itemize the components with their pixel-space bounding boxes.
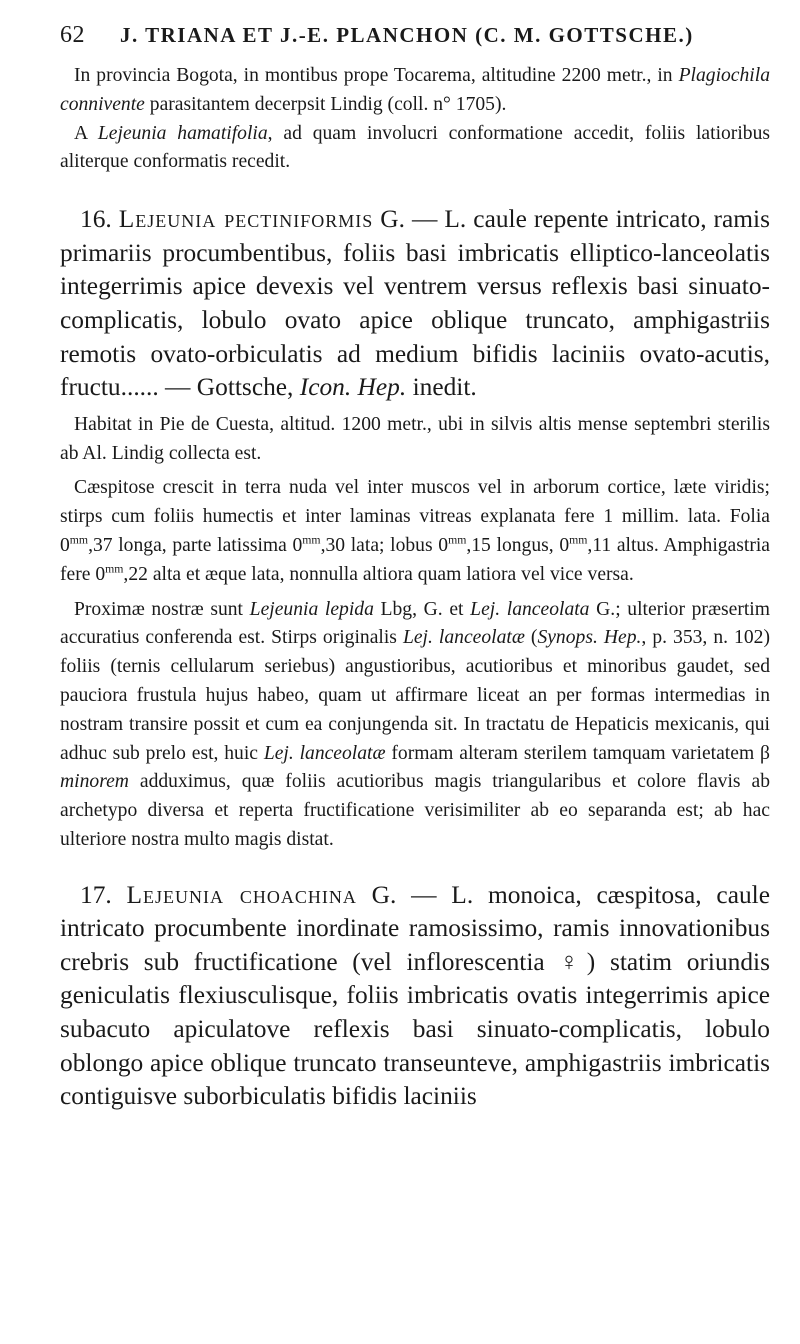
intro-locality-paragraph: In provincia Bogota, in montibus prope Tocarema, altitudine 2200 metr., in Plagiochila connivente parasitantem decerpsit Lindig (coll. n° 1705).	[60, 65, 770, 115]
species-name: Lejeunia pectiniformis	[118, 205, 374, 234]
species-16-affinities: Proximæ nostræ sunt Lejeunia lepida Lbg, G. et Lej. lanceolata G.; ulterior præsertim accuratius conferenda est. Stirps originalis Lej. lanceolatæ (Synops. Hep., p. 353, n. 102) foliis (ternis cellularum seriebus) angustioribus, acutioribus et minoribus gaudet, sed pauciora frustula hujus habeo, quam ut affirmare liceat an per formas intermedias in nostram transire possit et cum ea conjungenda sit. In tractatu de Hepaticis mexicanis, qui adhuc sub prelo est, huic Lej. lanceolatæ formam alteram sterilem tamquam varietatem β minorem adduximus, quæ foliis acutioribus magis triangularibus et colore flavis ab archetypo diversa et reperta fructificatione verisimiliter ab eo separanda est; ab hac ulteriore nostra multo magis distat.	[60, 598, 770, 850]
species-16-diagnosis: 16. Lejeunia pectiniformis G. — L. caule repente intricato, ramis primariis procumbentibus, foliis basi imbricatis elliptico-lanceolatis integerrimis apice devexis vel ventrem versus reflexis basi sinuato-complicatis, lobulo ovato apice oblique truncato, amphigastriis remotis ovato-orbiculatis ad medium bifidis laciniis ovato-acutis, fructu...... — Gottsche, Icon. Hep. inedit.	[60, 205, 770, 402]
species-16-habitat: Habitat in Pie de Cuesta, altitud. 1200 metr., ubi in silvis altis mense septembri sterilis ab Al. Lindig collecta est.	[60, 413, 770, 464]
intro-comparison-paragraph: A Lejeunia hamatifolia, ad quam involucri conformatione accedit, foliis latioribus aliterque conformatis recedit.	[60, 122, 770, 173]
species-number: 16.	[80, 205, 112, 234]
running-title: J. TRIANA ET J.-E. PLANCHON (C. M. GOTTSCHE.)	[120, 23, 694, 47]
page-number: 62	[60, 22, 85, 48]
running-head	[60, 22, 770, 62]
book-page	[60, 22, 770, 1114]
species-name: Lejeunia choachina	[126, 880, 357, 909]
species-17-diagnosis: 17. Lejeunia choachina G. — L. monoica, cæspitosa, caule intricato procumbente inordinate ramosissimo, ramis innovationibus crebris sub fructificatione (vel inflorescentia ♀) statim oriundis geniculatis flexiusculisque, foliis imbricatis ovatis integerrimis apice subacuto apiculatove reflexis basi sinuato-complicatis, lobulo oblongo apice oblique truncato transeunteve, amphigastriis imbricatis contiguisve suborbiculatis bifidis laciniis	[60, 880, 770, 1111]
species-16-description: Cæspitose crescit in terra nuda vel inter muscos vel in arborum cortice, læte viridis; stirps cum foliis humectis et inter laminas vitreas explanata fere 1 millim. lata. Folia $0^{mm},37$ longa, parte latissima $0^{mm},30$ lata; lobus $0^{mm},15$ longus, $0^{mm},11$ altus. Amphigastria fere $0^{mm},22$ alta et æque lata, nonnulla altiora quam latiora vel vice versa.	[60, 477, 770, 585]
species-number: 17.	[80, 880, 112, 909]
